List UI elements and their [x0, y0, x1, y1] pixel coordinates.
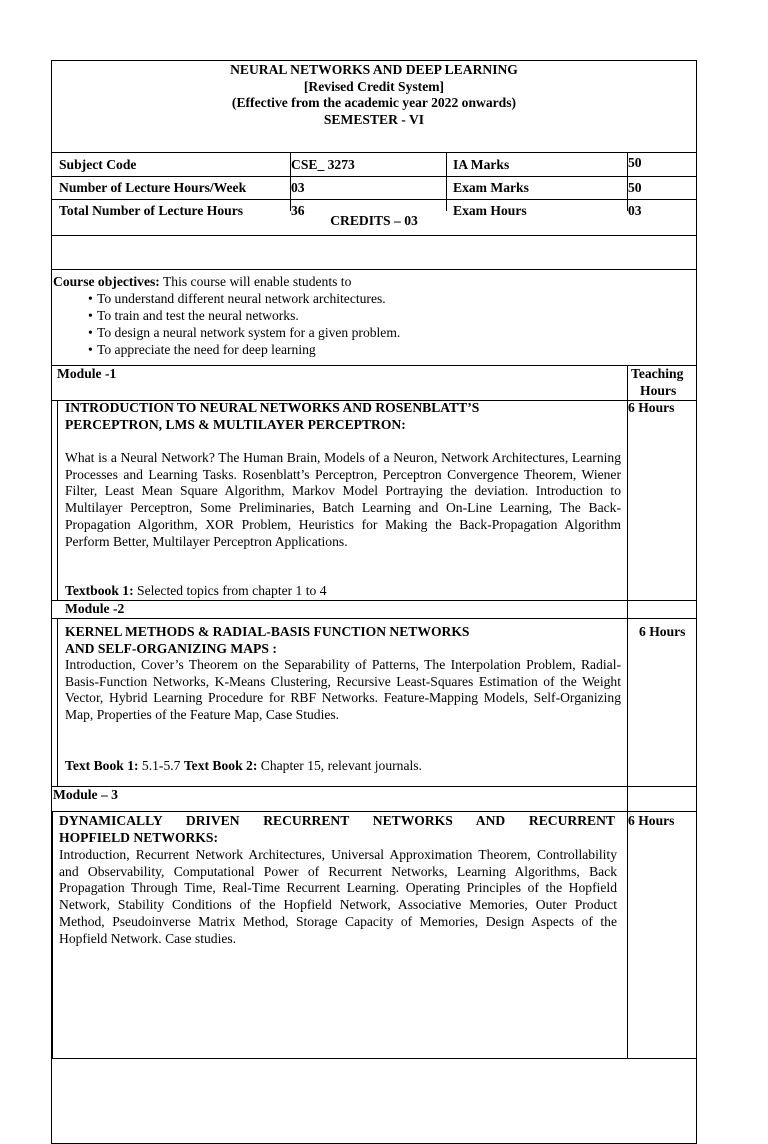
module-2-label: Module -2 — [65, 601, 125, 616]
module-2-hours: 6 Hours — [639, 624, 686, 639]
subject-code-value: CSE_ 3273 — [291, 157, 355, 172]
subject-code-label: Subject Code — [59, 157, 137, 172]
ia-marks-label: IA Marks — [453, 157, 510, 172]
objectives-list — [88, 290, 400, 358]
credit-system: [Revised Credit System] — [303, 78, 445, 94]
module-3-title-line-2: HOPFIELD NETWORKS: — [59, 830, 218, 845]
objectives-lead — [53, 273, 351, 290]
module-1-label: Module -1 — [57, 366, 117, 381]
exam-marks-value: 50 — [628, 180, 642, 195]
course-header — [52, 61, 696, 152]
teaching-hours-header-2: Hours — [640, 383, 677, 398]
lecture-hours-week-label: Number of Lecture Hours/Week — [59, 180, 247, 195]
credits: CREDITS – 03 — [330, 213, 418, 228]
module-3-title-line-1: DYNAMICALLY DRIVEN RECURRENT NETWORKS AND RECURRENT — [59, 813, 615, 828]
module-2-textbooks: Text Book 1: 5.1-5.7 Text Book 2: Chapter 15, relevant journals. — [65, 758, 422, 773]
lecture-hours-week-value: 03 — [291, 180, 305, 195]
list-item: • To understand different neural network architectures. — [88, 291, 386, 306]
syllabus-document — [51, 60, 697, 1144]
exam-marks-label: Exam Marks — [453, 180, 529, 195]
module-1-textbook: Textbook 1: Selected topics from chapter 1 to 4 — [65, 583, 327, 598]
course-info-table — [52, 152, 696, 269]
ia-marks-value: 50 — [628, 155, 642, 170]
exam-hours-label: Exam Hours — [453, 203, 527, 218]
module-2-title-line-2: AND SELF-ORGANIZING MAPS : — [65, 641, 277, 656]
total-hours-value: 36 — [291, 203, 305, 218]
list-item: • To design a neural network system for a given problem. — [88, 325, 401, 340]
module-1-title-line-1: INTRODUCTION TO NEURAL NETWORKS AND ROSENBLATT’S — [65, 400, 480, 415]
modules-table — [52, 365, 696, 1143]
course-objectives — [52, 269, 696, 365]
effective-year: (Effective from the academic year 2022 onwards) — [231, 95, 517, 110]
list-item: • To appreciate the need for deep learning — [88, 342, 316, 357]
module-3-label: Module – 3 — [53, 787, 118, 802]
module-2-title-line-1: KERNEL METHODS & RADIAL-BASIS FUNCTION NETWORKS — [65, 624, 470, 639]
module-2-body: Introduction, Cover’s Theorem on the Separability of Patterns, The Interpolation Problem, Radial-Basis-Function Networks, K-Means Clustering, Recursive Least-Squares Estimation of the Weight Vector, Hybrid Learning Procedure for RBF Networks. Feature-Mapping Models, Self-Organizing Map, Properties of the Feature Map, Case Studies. — [65, 657, 621, 723]
module-3-hours: 6 Hours — [628, 813, 675, 828]
semester: SEMESTER - VI — [323, 111, 425, 127]
teaching-hours-header-1: Teaching — [631, 366, 684, 381]
objectives-intro: This course will enable students to — [159, 274, 352, 289]
module-1-title-line-2: PERCEPTRON, LMS & MULTILAYER PERCEPTRON: — [65, 417, 406, 432]
objectives-label: Course objectives: — [53, 274, 160, 289]
list-item: • To train and test the neural networks. — [88, 308, 299, 323]
total-hours-label: Total Number of Lecture Hours — [59, 203, 244, 218]
module-1-body: What is a Neural Network? The Human Brain, Models of a Neuron, Network Architectures, Learning Processes and Learning Tasks. Rosenblatt’s Perceptron, Perceptron Convergence Theorem, Wiener Filter, Least Mean Square Algorithm, Markov Model Portraying the deviation. Introduction to Multilayer Perceptron, Some Preliminaries, Batch Learning and On-Line Learning, The Back-Propagation Algorithm, XOR Problem, Heuristics for Making the Back-Propagation Algorithm Perform Better, Multilayer Perceptron Applications. — [65, 450, 621, 549]
module-3-body: Introduction, Recurrent Network Architectures, Universal Approximation Theorem, Controllability and Observability, Computational Power of Recurrent Networks, Learning Algorithms, Back Propagation Through Time, Real-Time Recurrent Learning. Operating Principles of the Hopfield Network, Stability Conditions of the Hopfield Network, Associative Memories, Outer Product Method, Pseudoinverse Matrix Method, Storage Capacity of Memories, Design Aspects of the Hopfield Network. Case studies. — [59, 847, 617, 946]
module-1-hours: 6 Hours — [628, 400, 675, 415]
course-title: NEURAL NETWORKS AND DEEP LEARNING — [230, 62, 518, 77]
exam-hours-value: 03 — [628, 203, 642, 218]
